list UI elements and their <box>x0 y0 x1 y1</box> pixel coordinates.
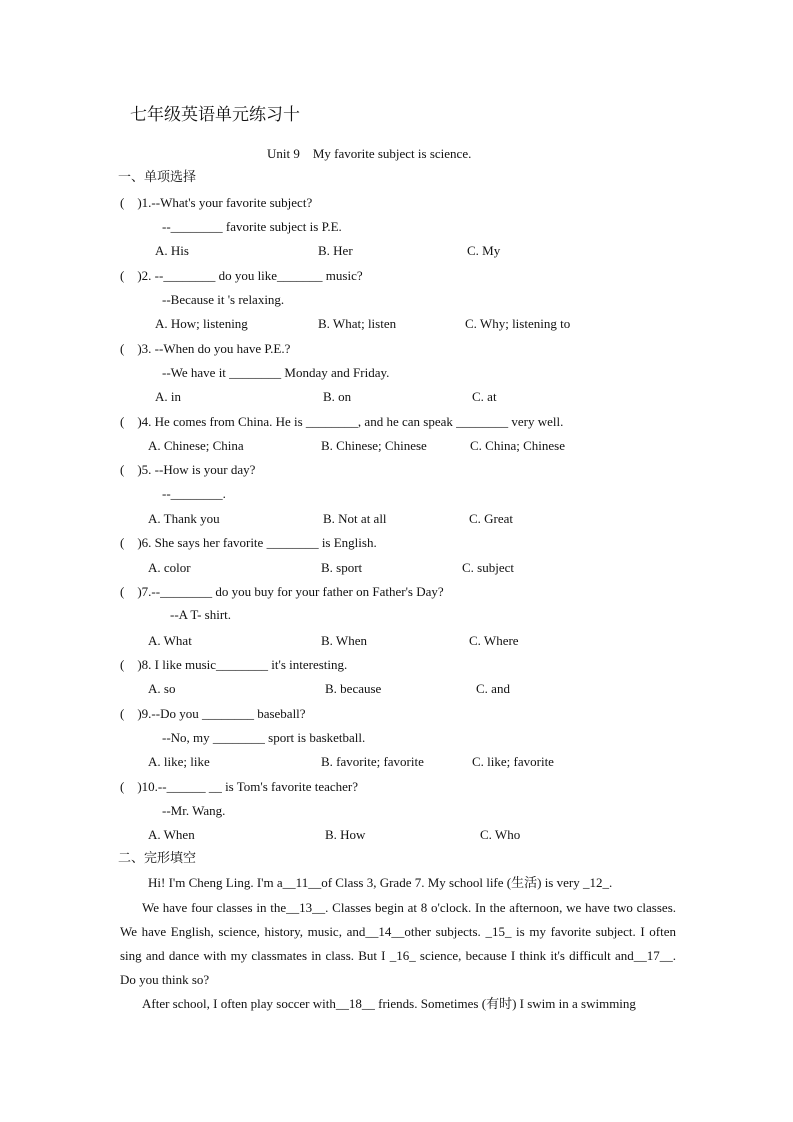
answer-option: C. at <box>472 389 497 404</box>
cloze-text: other subjects. <box>404 924 486 939</box>
cloze-blank-18: __18__ <box>335 996 375 1011</box>
question-stem: ( )5. --How is your day? <box>120 462 256 477</box>
question-stem: ( )4. He comes from China. He is ________, and he can speak ________ very well. <box>120 414 564 429</box>
answer-option: B. on <box>323 389 352 404</box>
cloze-paragraph-3 <box>120 992 676 1016</box>
answer-option: B. sport <box>321 560 363 575</box>
question-stem: ( )6. She says her favorite ________ is English. <box>120 535 377 550</box>
question-response: --Because it 's relaxing. <box>162 292 285 307</box>
answer-option: A. in <box>155 389 181 404</box>
cloze-text: After school, I often play soccer with <box>142 996 336 1011</box>
answer-option: B. Her <box>318 243 353 258</box>
cloze-text: . Classes begin at 8 o'clock. In the afternoon, we have two classes. We have English, science, history, music, and <box>120 900 676 939</box>
question-response: --We have it ________ Monday and Friday. <box>162 365 390 380</box>
answer-option: A. His <box>155 243 189 258</box>
answer-option: B. Chinese; Chinese <box>321 438 427 453</box>
answer-option: A. Chinese; China <box>148 438 244 453</box>
cloze-blank-12: _12_ <box>582 875 609 890</box>
answer-option: C. and <box>476 681 510 696</box>
cloze-text: of Class 3, Grade 7. My school life (生活) is very <box>321 875 583 890</box>
cloze-paragraph-1 <box>120 871 676 895</box>
question-stem: ( )10.--______ __ is Tom's favorite teacher? <box>120 779 359 794</box>
cloze-text: science, because I think it's difficult and <box>415 948 634 963</box>
answer-option: C. Why; listening to <box>465 316 571 331</box>
answer-option: C. My <box>467 243 501 258</box>
cloze-text: is my favorite subject. I often sing and dance with my classmates in class. But I <box>120 924 676 963</box>
question-response: --________. <box>162 486 226 501</box>
question-stem: ( )1.--What's your favorite subject? <box>120 195 313 210</box>
answer-option: B. favorite; favorite <box>321 754 424 769</box>
cloze-text: . <box>608 875 613 890</box>
question-stem: ( )2. --________ do you like_______ music? <box>120 268 363 283</box>
cloze-text: . Do you think so? <box>120 948 677 987</box>
answer-option: B. When <box>321 633 367 648</box>
cloze-text: We have four classes in the <box>142 900 287 915</box>
answer-option: C. Great <box>469 511 514 526</box>
cloze-blank-16: _16_ <box>389 948 416 963</box>
question-response: --A T- shirt. <box>170 607 232 622</box>
answer-option: B. Not at all <box>323 511 387 526</box>
answer-option: A. so <box>148 681 176 696</box>
answer-option: A. like; like <box>148 754 210 769</box>
question-stem: ( )7.--________ do you buy for your father on Father's Day? <box>120 584 444 599</box>
section-heading-single-choice: 一、单项选择 <box>118 170 197 185</box>
page-title: 七年级英语单元练习十 <box>130 105 300 125</box>
cloze-blank-15: _15_ <box>485 924 512 939</box>
answer-option: C. China; Chinese <box>470 438 565 453</box>
question-response: --Mr. Wang. <box>162 803 226 818</box>
answer-option: B. What; listen <box>318 316 397 331</box>
answer-option: A. Thank you <box>148 511 220 526</box>
answer-option: A. color <box>148 560 191 575</box>
question-response: --No, my ________ sport is basketball. <box>162 730 366 745</box>
answer-option: C. Who <box>480 827 521 842</box>
answer-option: A. When <box>148 827 195 842</box>
section-heading-cloze: 二、完形填空 <box>118 851 197 866</box>
question-stem: ( )8. I like music________ it's interesting. <box>120 657 348 672</box>
answer-option: C. Where <box>469 633 519 648</box>
cloze-text: friends. Sometimes (有时) I swim in a swimming <box>374 996 636 1011</box>
answer-option: B. because <box>325 681 382 696</box>
unit-subtitle: Unit 9 My favorite subject is science. <box>267 146 472 161</box>
question-stem: ( )3. --When do you have P.E.? <box>120 341 291 356</box>
cloze-blank-14: __14__ <box>365 924 405 939</box>
answer-option: A. How; listening <box>155 316 248 331</box>
cloze-paragraph-2 <box>120 896 676 992</box>
answer-option: B. How <box>325 827 366 842</box>
answer-option: C. like; favorite <box>472 754 554 769</box>
cloze-blank-17: __17__ <box>633 948 673 963</box>
question-stem: ( )9.--Do you ________ baseball? <box>120 706 306 721</box>
cloze-blank-13: __13__ <box>286 900 326 915</box>
cloze-text: Hi! I'm Cheng Ling. I'm a <box>148 875 283 890</box>
answer-option: C. subject <box>462 560 514 575</box>
cloze-blank-11: __11__ <box>282 875 322 890</box>
answer-option: A. What <box>148 633 192 648</box>
question-response: --________ favorite subject is P.E. <box>162 219 342 234</box>
